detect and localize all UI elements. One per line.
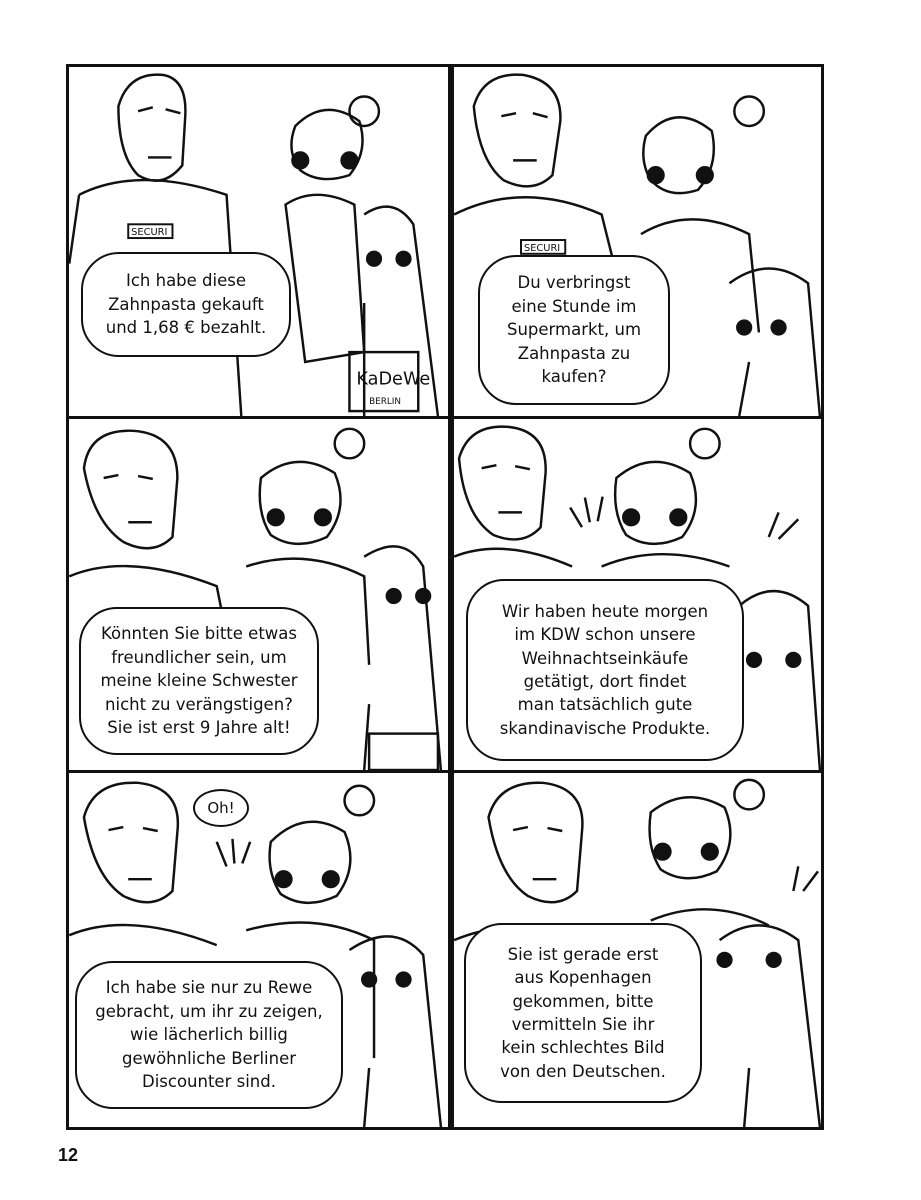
speech-bubble-4: Wir haben heute morgen im KDW schon unsere Weihnachtseinkäufe getätigt, dort findet man tatsächlich gute skandinavische Produkte.	[466, 579, 744, 761]
shopping-bag-sublabel: BERLIN	[369, 397, 402, 408]
shopping-bag-logo: KaDeWe	[356, 369, 431, 390]
security-badge-text: SECURI	[131, 227, 168, 239]
page-number: 12	[58, 1145, 79, 1165]
comic-panel-5	[66, 770, 451, 1130]
speech-bubble-5: Ich habe sie nur zu Rewe gebracht, um ihr zu zeigen, wie lächerlich billig gewöhnliche Berliner Discounter sind.	[75, 961, 343, 1109]
exclamation-bubble: Oh!	[193, 789, 249, 827]
speech-bubble-3: Könnten Sie bitte etwas freundlicher sein, um meine kleine Schwester nicht zu verängstigen? Sie ist erst 9 Jahre alt!	[79, 607, 319, 755]
comic-panel-4	[451, 416, 824, 773]
speech-bubble-1: Ich habe diese Zahnpasta gekauft und 1,68 € bezahlt.	[81, 252, 291, 357]
panel-1-illustration	[69, 67, 448, 416]
comic-panel-2	[451, 64, 824, 419]
comic-panel-1	[66, 64, 451, 419]
security-badge-text: SECURI	[523, 242, 561, 254]
speech-bubble-6: Sie ist gerade erst aus Kopenhagen gekommen, bitte vermitteln Sie ihr kein schlechtes Bild von den Deutschen.	[464, 923, 702, 1103]
comic-panel-3	[66, 416, 451, 773]
speech-bubble-2: Du verbringst eine Stunde im Supermarkt, um Zahnpasta zu kaufen?	[478, 255, 670, 405]
comic-panel-6	[451, 770, 824, 1130]
